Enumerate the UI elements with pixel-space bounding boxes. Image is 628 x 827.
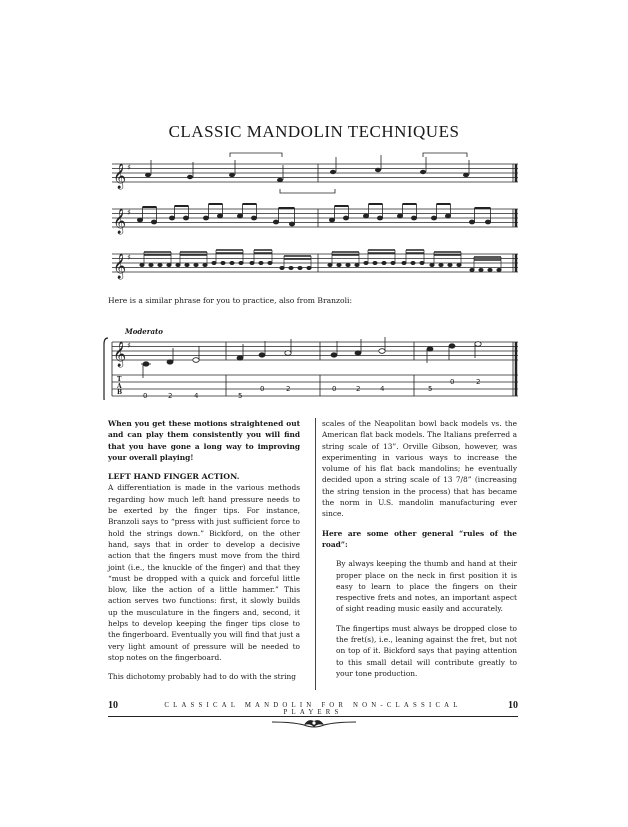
svg-text:♯: ♯ [127,253,131,262]
body-paragraph: A differentiation is made in the various methods regarding how much left hand pressure needs to be exerted by the finger tips. For instance, Branzoli says to “press with just sufficient force to hold the strings down.” Bickford, on the other hand, says that in order to develop a decisive action that the fingers must move from the third joint (i.e., the knuckle of the finger) and that they “must be dropped with a quick and forceful little blow, like the action of a little hammer.” This action serves two functions: first, it slowly builds up the musculature in the fingers and, second, it helps to develop keeping the finger tips close to the fingerboard. Eventually you will find that just a very light amount of pressure will be needed to stop notes on the fingerboard. [108,483,300,662]
tempo-marking: Moderato [125,327,163,336]
tab-label: TAB [117,376,123,396]
music-notation [0,0,628,400]
column-divider [315,418,316,690]
svg-text:𝄞: 𝄞 [113,164,127,189]
tab-number: 0 [260,385,265,393]
body-paragraph: This dichotomy probably had to do with the string [108,672,296,682]
svg-text:♯: ♯ [127,208,131,217]
tab-number: 2 [286,385,291,393]
practice-notes [141,337,481,378]
tab-number: 2 [476,378,481,386]
page-footer [108,700,518,714]
tab-number: 4 [380,385,385,393]
section-heading: LEFT HAND FINGER ACTION. [108,472,240,482]
tab-number: 0 [332,385,337,393]
ornament-icon [270,717,358,731]
tab-number: 0 [143,392,148,400]
staff-3-notes [140,250,501,272]
staff-system-1 [112,153,518,193]
svg-text:𝄞: 𝄞 [113,342,127,367]
page-number-left: 10 [108,700,118,711]
body-paragraph: scales of the Neapolitan bowl back models vs. the American flat back models. The Italians preferred a string scale of 13”. Orville Gibson, however, was experimenting in various ways to increase the volume of his flat back mandolins; he eventually decided upon a string scale of 13 7/8” (increasing the string tension in the process) that has became the norm in U.S. mandolin manufacturing ever since. [322,419,517,519]
tab-number: 2 [356,385,361,393]
running-title: CLASSICAL MANDOLIN FOR NON-CLASSICAL PLAYERS [164,702,462,716]
practice-system [104,338,518,400]
svg-text:♯: ♯ [127,341,131,350]
tab-number: 5 [428,385,433,393]
tab-number: 4 [194,392,199,400]
left-column [108,418,300,691]
svg-text:𝄞: 𝄞 [113,254,127,279]
tab-number: 0 [450,378,455,386]
right-column [322,418,517,687]
intro-text: Here is a similar phrase for you to practice, also from Branzoli: [108,296,353,305]
tab-number: 5 [238,392,243,400]
rule-paragraph: By always keeping the thumb and hand at their proper place on the neck in first position it is easy to learn to place the fingers on their respective frets and notes, an important aspect of sight reading music easily and accurately. [336,559,517,614]
lead-paragraph: When you get these motions straightened out and can play them consistently you will find that you have gone a long way to improving your overall playing! [108,419,300,462]
svg-text:♯: ♯ [127,163,131,172]
staff-system-3 [112,254,518,272]
page-number-right: 10 [508,700,518,711]
page-title: CLASSIC MANDOLIN TECHNIQUES [168,122,460,141]
rule-paragraph: The fingertips must always be dropped close to the fret(s), i.e., leaning against the fret, but not on top of it. Bickford says that paying attention to this small detail will contribute greatly to your tone production. [336,623,517,678]
subheading: Here are some other general “rules of the road”: [322,528,517,549]
tab-number: 2 [168,392,173,400]
svg-text:𝄞: 𝄞 [113,209,127,234]
